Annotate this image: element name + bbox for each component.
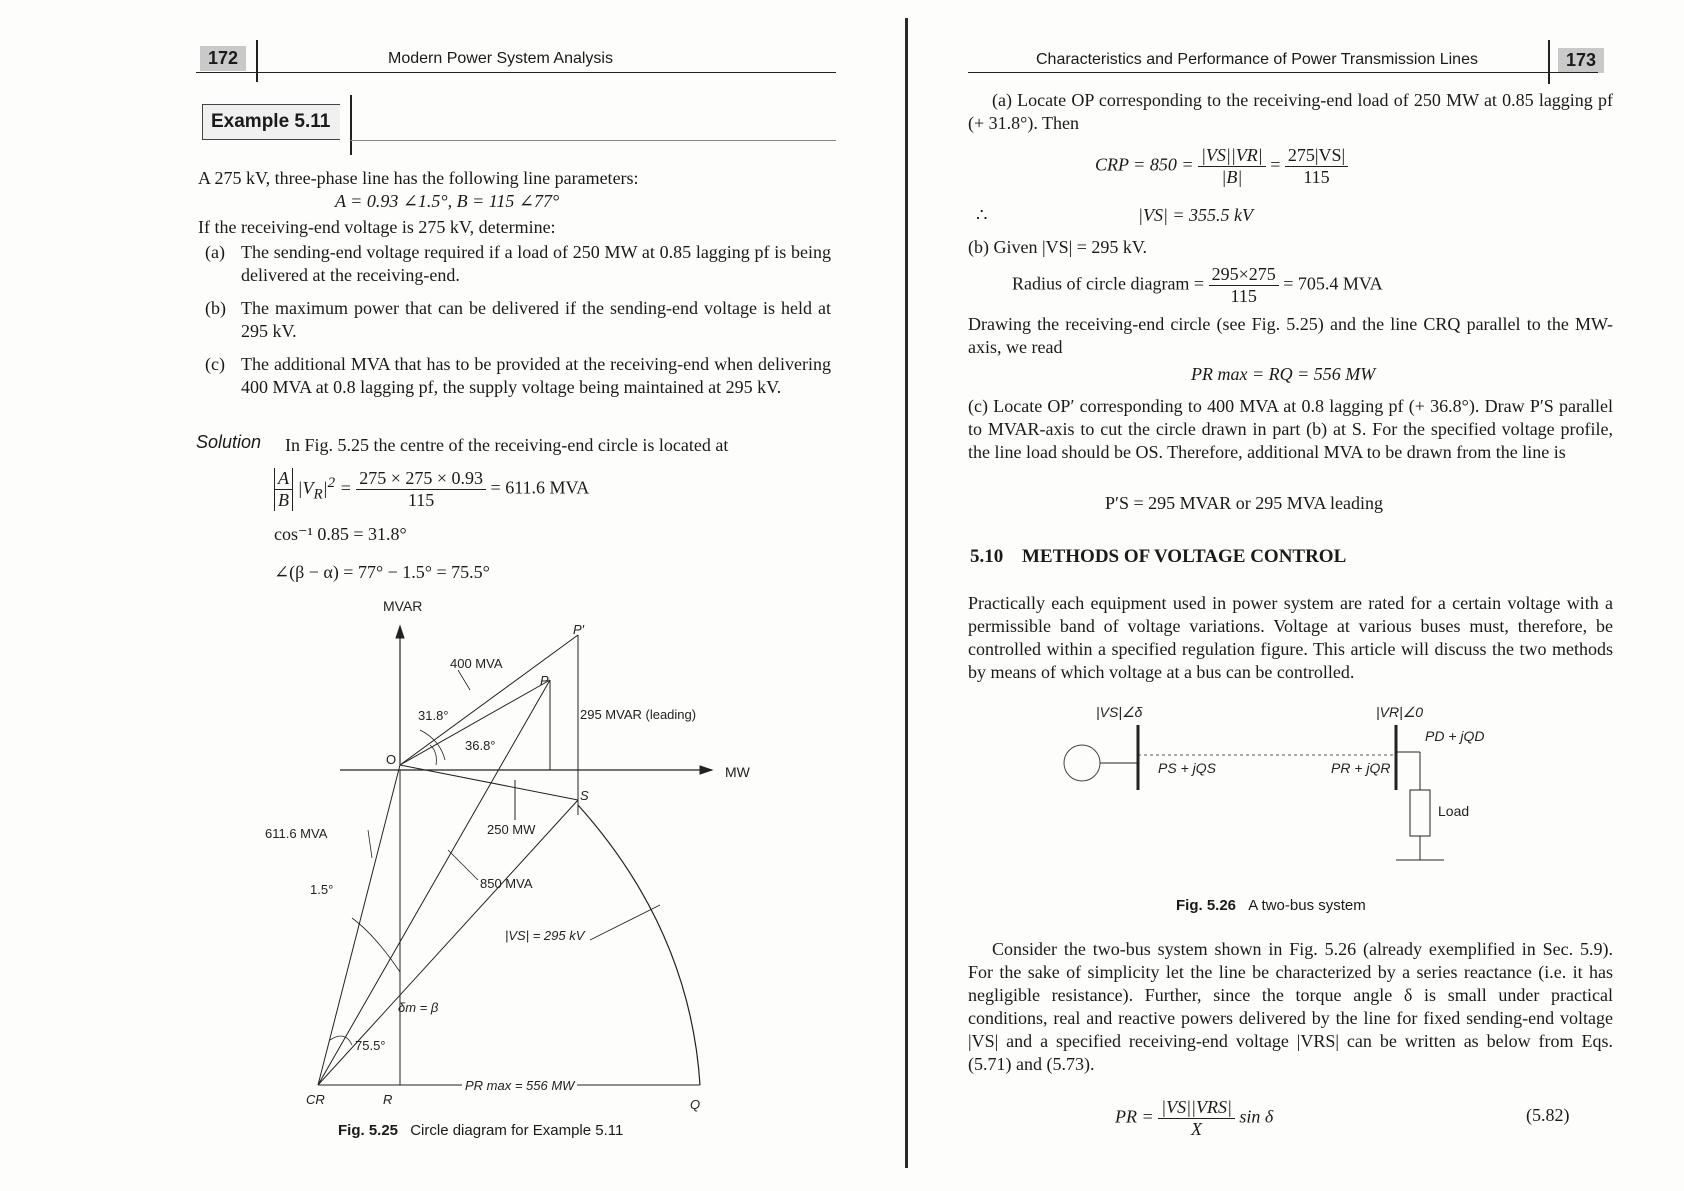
eq-ps: P′S = 295 MVAR or 295 MVA leading: [1105, 493, 1383, 513]
radius-den: 115: [1230, 286, 1257, 306]
fig26-caption-num: Fig. 5.26: [1176, 897, 1237, 914]
label-36-8: 36.8°: [465, 738, 496, 753]
radius-label: Radius of circle diagram =: [1012, 273, 1205, 294]
label-p: P: [540, 673, 549, 688]
label-1-5: 1.5°: [310, 882, 334, 897]
item-b-label: (b): [205, 298, 226, 318]
para-consider: Consider the two-bus system shown in Fig. 5.26 (already exemplified in Sec. 5.9). For the sake of simplicity let the line be characterized by a series reactance (i.e. it has negligible resistance). Further, since the torque angle δ is small under practical conditions, real and reactive powers delivered by the line for fixed sending-end voltage |VS| and a specified receiving-end voltage |VRS| can be written as below from Eqs. (5.71) and (5.73).: [968, 939, 1613, 1074]
eq-prmax: PR max = RQ = 556 MW: [1191, 364, 1376, 384]
eq-final-den: X: [1191, 1119, 1203, 1139]
page-number-right: 173: [1558, 48, 1604, 73]
load-box: [1410, 790, 1430, 836]
fig26-load: Load: [1438, 803, 1470, 819]
radius-num: 295×275: [1209, 264, 1279, 286]
solution-text: In Fig. 5.25 the centre of the receiving-end circle is located at: [285, 435, 729, 455]
label-cr: CR: [306, 1092, 325, 1107]
equation-1: $\frac{A}{B}$ $|V_R|^2$ = $\frac{275 \times 275 \times 0.93}{115}$ = 611.6 MVA: [274, 468, 589, 511]
eq-final: [1115, 1097, 1273, 1140]
label-s: S: [580, 788, 589, 803]
label-31-8: 31.8°: [418, 708, 449, 723]
label-q: Q: [690, 1097, 701, 1112]
mva611-leader: [368, 830, 372, 858]
eq-vs: |VS| = 355.5 kV: [1138, 205, 1254, 225]
eq1-numerator: 275 × 275 × 0.93: [356, 468, 486, 490]
item-c-label: (c): [205, 354, 225, 374]
section-title: METHODS OF VOLTAGE CONTROL: [1022, 546, 1347, 567]
item-c-text: The additional MVA that has to be provided at the receiving-end when delivering 400 MVA at 0.8 lagging pf, the supply voltage being maintained at 295 kV.: [241, 354, 831, 397]
vs295-leader: [590, 905, 660, 940]
eq-crp-den1: |B|: [1221, 167, 1243, 187]
eq-crp-num1: |VS||VR|: [1198, 145, 1266, 167]
label-vs295: |VS| = 295 kV: [505, 928, 585, 943]
item-a-label: (a): [205, 242, 225, 262]
receiving-end-circle: [578, 805, 700, 1085]
eq1-result: = 611.6 MVA: [490, 477, 590, 498]
running-head: Modern Power System Analysis: [388, 50, 613, 67]
para-b: (b) Given |VS| = 295 kV.: [968, 237, 1148, 257]
fig25-caption: [338, 1122, 623, 1139]
angle755-arc: [330, 1036, 352, 1045]
para-a: (a) Locate OP corresponding to the receiving-end load of 250 MW at 0.85 lagging pf (+ 31.8°). Then: [968, 90, 1613, 133]
radius-result: = 705.4 MVA: [1283, 273, 1383, 294]
mw-arrowhead: [700, 766, 712, 774]
mva400-leader: [458, 670, 470, 690]
label-850mva: 850 MVA: [480, 876, 533, 891]
para-draw: Drawing the receiving-end circle (see Fig. 5.25) and the line CRQ parallel to the MW-axis, we read: [968, 314, 1613, 357]
fig26-caption: [1176, 897, 1366, 914]
eq-crp-num2: 275|VS|: [1285, 145, 1348, 167]
label-75-5: 75.5°: [355, 1038, 386, 1053]
label-250mw: 250 MW: [487, 822, 536, 837]
fig26-vs: |VS|∠δ: [1096, 704, 1143, 720]
problem-intro: A 275 kV, three-phase line has the following line parameters:: [198, 168, 639, 188]
label-o: O: [386, 752, 397, 767]
section-number: 5.10: [970, 546, 1004, 567]
label-400mva: 400 MVA: [450, 656, 503, 671]
para-c: (c) Locate OP′ corresponding to 400 MVA at 0.8 lagging pf (+ 36.8°). Draw P′S parallel to MVAR-axis to cut the circle drawn in part (b) at S. For the specified voltage profile, the line load should be OS. Therefore, additional MVA to be drawn from the line is: [968, 396, 1613, 462]
label-p-prime: P′: [573, 622, 585, 637]
eq-final-right: sin δ: [1239, 1106, 1274, 1127]
determine-text: If the receiving-end voltage is 275 kV, determine:: [198, 217, 556, 237]
label-295mvar: 295 MVAR (leading): [580, 707, 697, 722]
therefore-symbol: ∴: [976, 205, 988, 225]
fig26-caption-text: A two-bus system: [1248, 897, 1366, 914]
line-params: A = 0.93 ∠1.5°, B = 115 ∠77°: [335, 191, 560, 211]
line-cr-o: [318, 765, 400, 1085]
eq-crp-den2: 115: [1303, 167, 1330, 187]
label-delta: δm = β: [398, 1000, 439, 1015]
fig26-pr: PR + jQR: [1331, 760, 1391, 776]
label-r: R: [383, 1092, 393, 1107]
fig26-vr: |VR|∠0: [1376, 704, 1424, 720]
fig26-pd: PD + jQD: [1425, 728, 1485, 744]
solution-label: Solution: [196, 432, 262, 452]
eq-crp-left: CRP = 850 =: [1095, 154, 1194, 175]
eq-crp: CRP = 850 = $\frac{|VS||VR|}{|B|}$ = $\frac{275|VS|}{115}$: [1095, 145, 1348, 188]
right-page: [908, 0, 1684, 1191]
generator-symbol: [1064, 745, 1100, 781]
item-a-text: The sending-end voltage required if a load of 250 MW at 0.85 lagging pf is being delivered at the receiving-end.: [241, 242, 831, 285]
label-mvar: MVAR: [383, 598, 423, 614]
label-prmax: PR max = 556 MW: [462, 1078, 577, 1093]
para-methods: Practically each equipment used in power system are rated for a certain voltage with a permissible band of voltage variations. Voltage at various buses must, therefore, be controlled within a specified regulation figure. This article will discuss the two methods by means of which voltage at a bus can be controlled.: [968, 593, 1613, 682]
page-number: 172: [200, 46, 246, 71]
equation-3: ∠(β − α) = 77° − 1.5° = 75.5°: [274, 562, 490, 582]
label-mw: MW: [725, 764, 750, 780]
eq-final-left: PR =: [1115, 1106, 1154, 1127]
running-head-right: Characteristics and Performance of Power Transmission Lines: [1036, 51, 1478, 68]
eq1-denominator: 115: [407, 490, 435, 510]
example-label: Example 5.11: [202, 104, 340, 140]
eq-number: (5.82): [1526, 1105, 1570, 1125]
mvar-arrowhead: [396, 626, 404, 638]
equation-2: cos⁻¹ 0.85 = 31.8°: [274, 524, 407, 544]
label-611mva: 611.6 MVA: [265, 826, 328, 841]
eq-final-num: |VS||VRS|: [1158, 1097, 1235, 1119]
fig25-caption-num: Fig. 5.25: [338, 1122, 399, 1139]
item-b-text: The maximum power that can be delivered if the sending-end voltage is held at 295 kV.: [241, 298, 831, 341]
fig26-ps: PS + jQS: [1158, 760, 1216, 776]
fig25-caption-text: Circle diagram for Example 5.11: [410, 1122, 624, 1139]
mva850-leader: [448, 850, 478, 880]
